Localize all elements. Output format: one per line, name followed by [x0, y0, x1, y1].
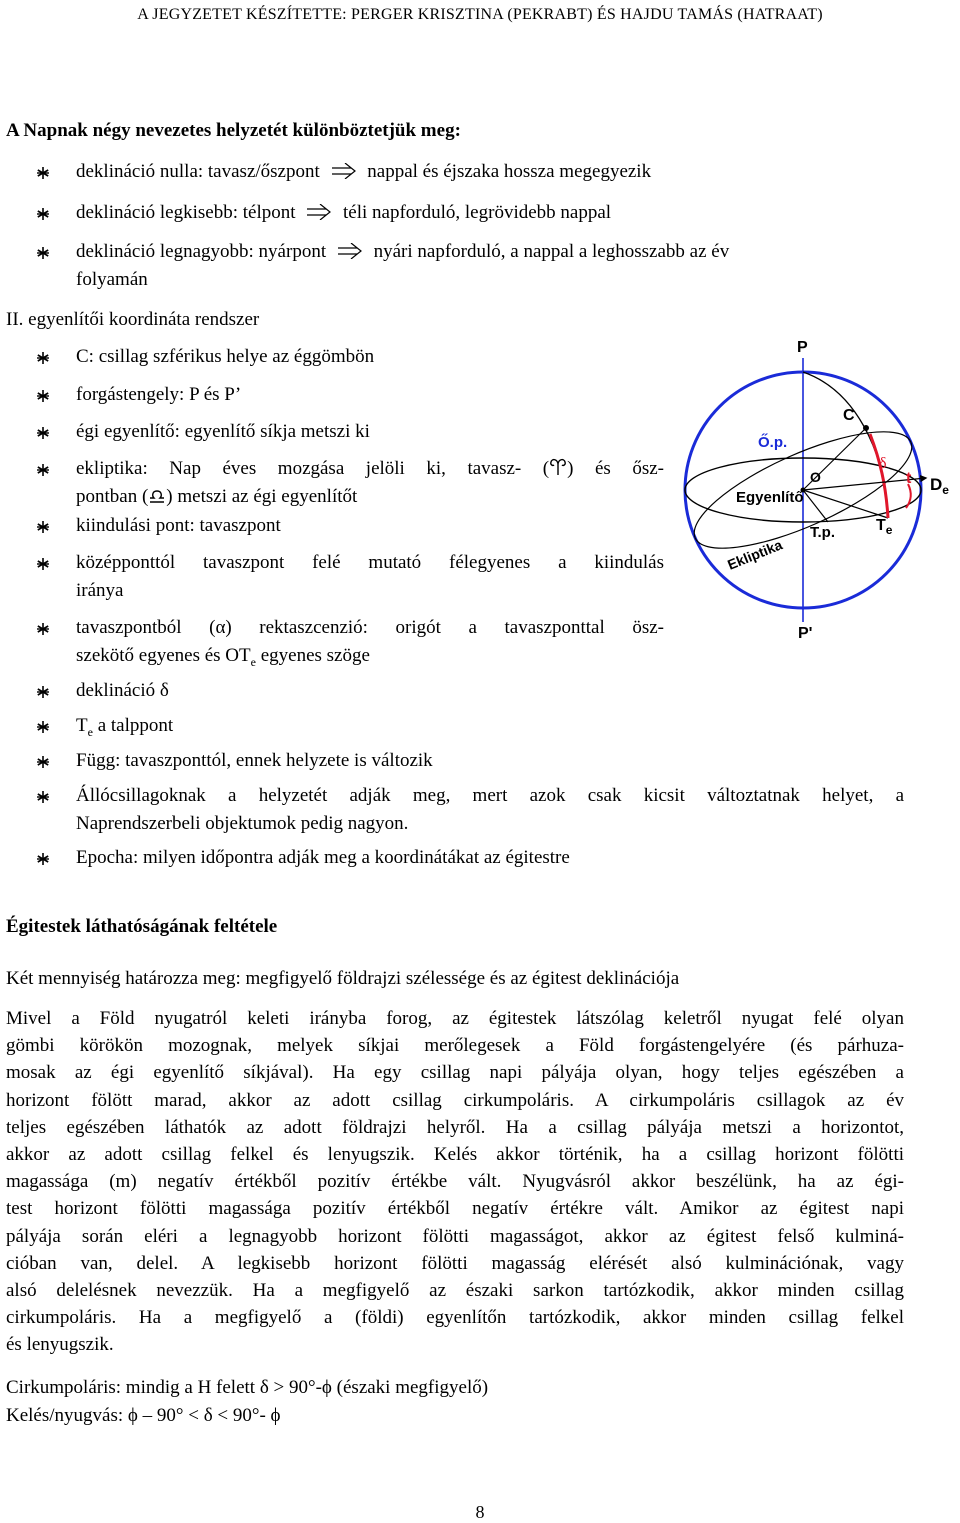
- list-item: [76, 614, 664, 676]
- formula-rise-set: Kelés/nyugvás: ϕ – 90° < δ < 90°- ϕ: [6, 1405, 281, 1426]
- bullet-icon: [36, 790, 50, 804]
- implies-arrow-icon: [306, 204, 332, 220]
- list-item-right: téli napforduló, legrövidebb nappal: [343, 202, 612, 223]
- list-item-right: nappal és éjszaka hossza megegyezik: [367, 161, 652, 182]
- list-item-text: pontban (: [76, 486, 149, 507]
- list-item: [76, 238, 729, 266]
- list-item-text: középponttól tavaszpont felé mutató félegyenes a kiindulás: [76, 552, 664, 573]
- subscript: e: [87, 724, 93, 739]
- list-item-text: tavaszpontból (α) rektaszcenzió: origót a tavaszponttal ösz-: [76, 617, 664, 638]
- list-item-text: Naprendszerbeli objektumok pedig nagyon.: [76, 813, 409, 834]
- section3-title: Égitestek láthatóságának feltétele: [6, 916, 278, 937]
- paragraph-line: és lenyugszik.: [6, 1334, 114, 1356]
- section3-intro: Két mennyiség határozza meg: megfigyelő földrajzi szélessége és az égitest deklinációja: [6, 968, 680, 989]
- list-item: [76, 782, 904, 838]
- list-item-text: egyenes szöge: [255, 645, 370, 666]
- list-item: égi egyenlítő: egyenlítő síkja metszi ki: [76, 421, 370, 442]
- bullet-icon: [36, 755, 50, 769]
- star-point: [863, 425, 869, 431]
- label-autumn-point: Ő.p.: [758, 434, 788, 451]
- page-header: A JEGYZETET KÉSZÍTETTE: PERGER KRISZTINA (PEKRABT) ÉS HAJDU TAMÁS (HATRAAT): [137, 6, 823, 23]
- label-c: C: [843, 407, 855, 424]
- list-item: C: csillag szférikus helye az éggömbön: [76, 346, 375, 367]
- celestial-sphere-diagram: [680, 330, 960, 650]
- paragraph-line: akkor az adott csillag felkel és lenyugszik. Kelés akkor történik, ha a csillag horizont fölötti: [6, 1144, 904, 1166]
- bullet-icon: [36, 207, 50, 221]
- label-t: t: [906, 470, 912, 487]
- section1-title: A Napnak négy nevezetes helyzetét különböztetjük meg:: [6, 120, 461, 141]
- label-egyenlito: Egyenlítő: [736, 489, 804, 506]
- list-item-text: szekötő egyenes és OT: [76, 645, 251, 666]
- list-item: [76, 549, 664, 605]
- list-item-left: deklináció legkisebb: télpont: [76, 202, 296, 223]
- bullet-icon: [36, 351, 50, 365]
- list-item-text: Állócsillagoknak a helyzetét adják meg, mert azok csak kicsit változtatnak helyet, a: [76, 785, 904, 806]
- label-delta: δ: [879, 455, 887, 472]
- paragraph-line: gömbi körökön mozognak, melyek síkjai merőlegesek a Föld forgástengelyére (és párhuza-: [6, 1035, 904, 1057]
- formula-circumpolar: Cirkumpoláris: mindig a H felett δ > 90°-ϕ (északi megfigyelő): [6, 1377, 489, 1398]
- paragraph-line: horizont fölött marad, akkor az adott csillag cirkumpoláris. A cirkumpoláris csillagok az év: [6, 1089, 904, 1111]
- list-item: kiindulási pont: tavaszpont: [76, 515, 281, 536]
- subscript: e: [250, 654, 256, 669]
- bullet-icon: [36, 720, 50, 734]
- list-item: [76, 158, 651, 186]
- bullet-icon: [36, 246, 50, 260]
- label-o: O: [810, 469, 821, 485]
- list-item: [76, 712, 173, 746]
- label-spring-point: T.p.: [810, 524, 835, 541]
- aries-icon: [549, 457, 567, 477]
- list-item-right: nyári napforduló, a nappal a leghosszabb az év: [373, 241, 730, 262]
- list-item-text: T: [76, 715, 88, 736]
- libra-icon: [148, 485, 166, 505]
- paragraph-line: alsó delelésnek nevezzük. Ha a megfigyelő az északi sarkon tartózkodik, akkor minden csillag: [6, 1280, 904, 1302]
- label-te: $T_e$: [876, 517, 893, 537]
- list-item-left: deklináció nulla: tavasz/őszpont: [76, 161, 320, 182]
- line-o-tp: [803, 490, 828, 522]
- implies-arrow-icon: [337, 243, 363, 259]
- list-item-text: a talppont: [92, 715, 174, 736]
- section2-title: II. egyenlítői koordináta rendszer: [6, 309, 260, 330]
- list-item-text: iránya: [76, 580, 124, 601]
- section3-paragraph: [6, 1005, 904, 1359]
- label-p: P: [797, 339, 808, 356]
- bullet-icon: [36, 166, 50, 180]
- list-item-continuation: folyamán: [76, 269, 148, 290]
- paragraph-line: cióban van, delel. A legkisebb horizont fölötti magasság elérését alsó kulminációnak, vagy: [6, 1252, 904, 1274]
- bullet-icon: [36, 520, 50, 534]
- bullet-icon: [36, 557, 50, 571]
- paragraph-line: mosak az égi egyenlítő síkjával). Ha egy csillag napi pályája olyan, hogy teljes egészében a: [6, 1062, 904, 1084]
- list-item: [76, 199, 611, 227]
- label-ekliptika: Ekliptika: [725, 536, 785, 573]
- list-item-left: deklináció legnagyobb: nyárpont: [76, 241, 327, 262]
- paragraph-line: teljes egészében láthatók az adott földrajzi helyről. Ha a csillag pályája metszi a horizontot,: [6, 1116, 904, 1138]
- list-item-text: ) metszi az égi egyenlítőt: [166, 486, 358, 507]
- bullet-icon: [36, 426, 50, 440]
- paragraph-line: pályája során eléri a legnagyobb horizont fölötti magasságot, akkor az égitest felső kulminá-: [6, 1225, 904, 1247]
- bullet-icon: [36, 463, 50, 477]
- list-item-text: ekliptika: Nap éves mozgása jelöli ki, tavasz- (: [76, 458, 550, 479]
- declination-arc: [870, 434, 888, 518]
- label-p-prime: P': [798, 625, 813, 642]
- page-number: 8: [475, 1502, 485, 1522]
- bullet-icon: [36, 685, 50, 699]
- list-item: [76, 455, 664, 511]
- list-item: Epocha: milyen időpontra adják meg a koordinátákat az égitestre: [76, 847, 570, 868]
- paragraph-line: test horizont fölötti magassága pozitív értékből negatív értékre vált. Amikor az égitest napi: [6, 1198, 904, 1220]
- label-de: $D_e$: [930, 475, 949, 497]
- paragraph-line: Mivel a Föld nyugatról keleti irányba forog, az égitestek látszólag keletről nyugat felé olyan: [6, 1008, 904, 1029]
- bullet-icon: [36, 389, 50, 403]
- list-item: deklináció δ: [76, 680, 169, 701]
- list-item: forgástengely: P és P’: [76, 384, 242, 405]
- implies-arrow-icon: [331, 163, 357, 179]
- bullet-icon: [36, 622, 50, 636]
- list-item: Függ: tavaszponttól, ennek helyzete is változik: [76, 750, 433, 771]
- bullet-icon: [36, 852, 50, 866]
- line-o-te: [803, 490, 888, 518]
- paragraph-line: magassága (m) negatív értékből pozitív értékbe vált. Nyugvásról akkor beszélünk, ha az égi-: [6, 1171, 904, 1193]
- paragraph-line: cirkumpoláris. Ha a megfigyelő a (földi) egyenlítőn tartózkodik, akkor minden csillag felkel: [6, 1307, 904, 1329]
- list-item-text: ) és ősz-: [567, 458, 664, 479]
